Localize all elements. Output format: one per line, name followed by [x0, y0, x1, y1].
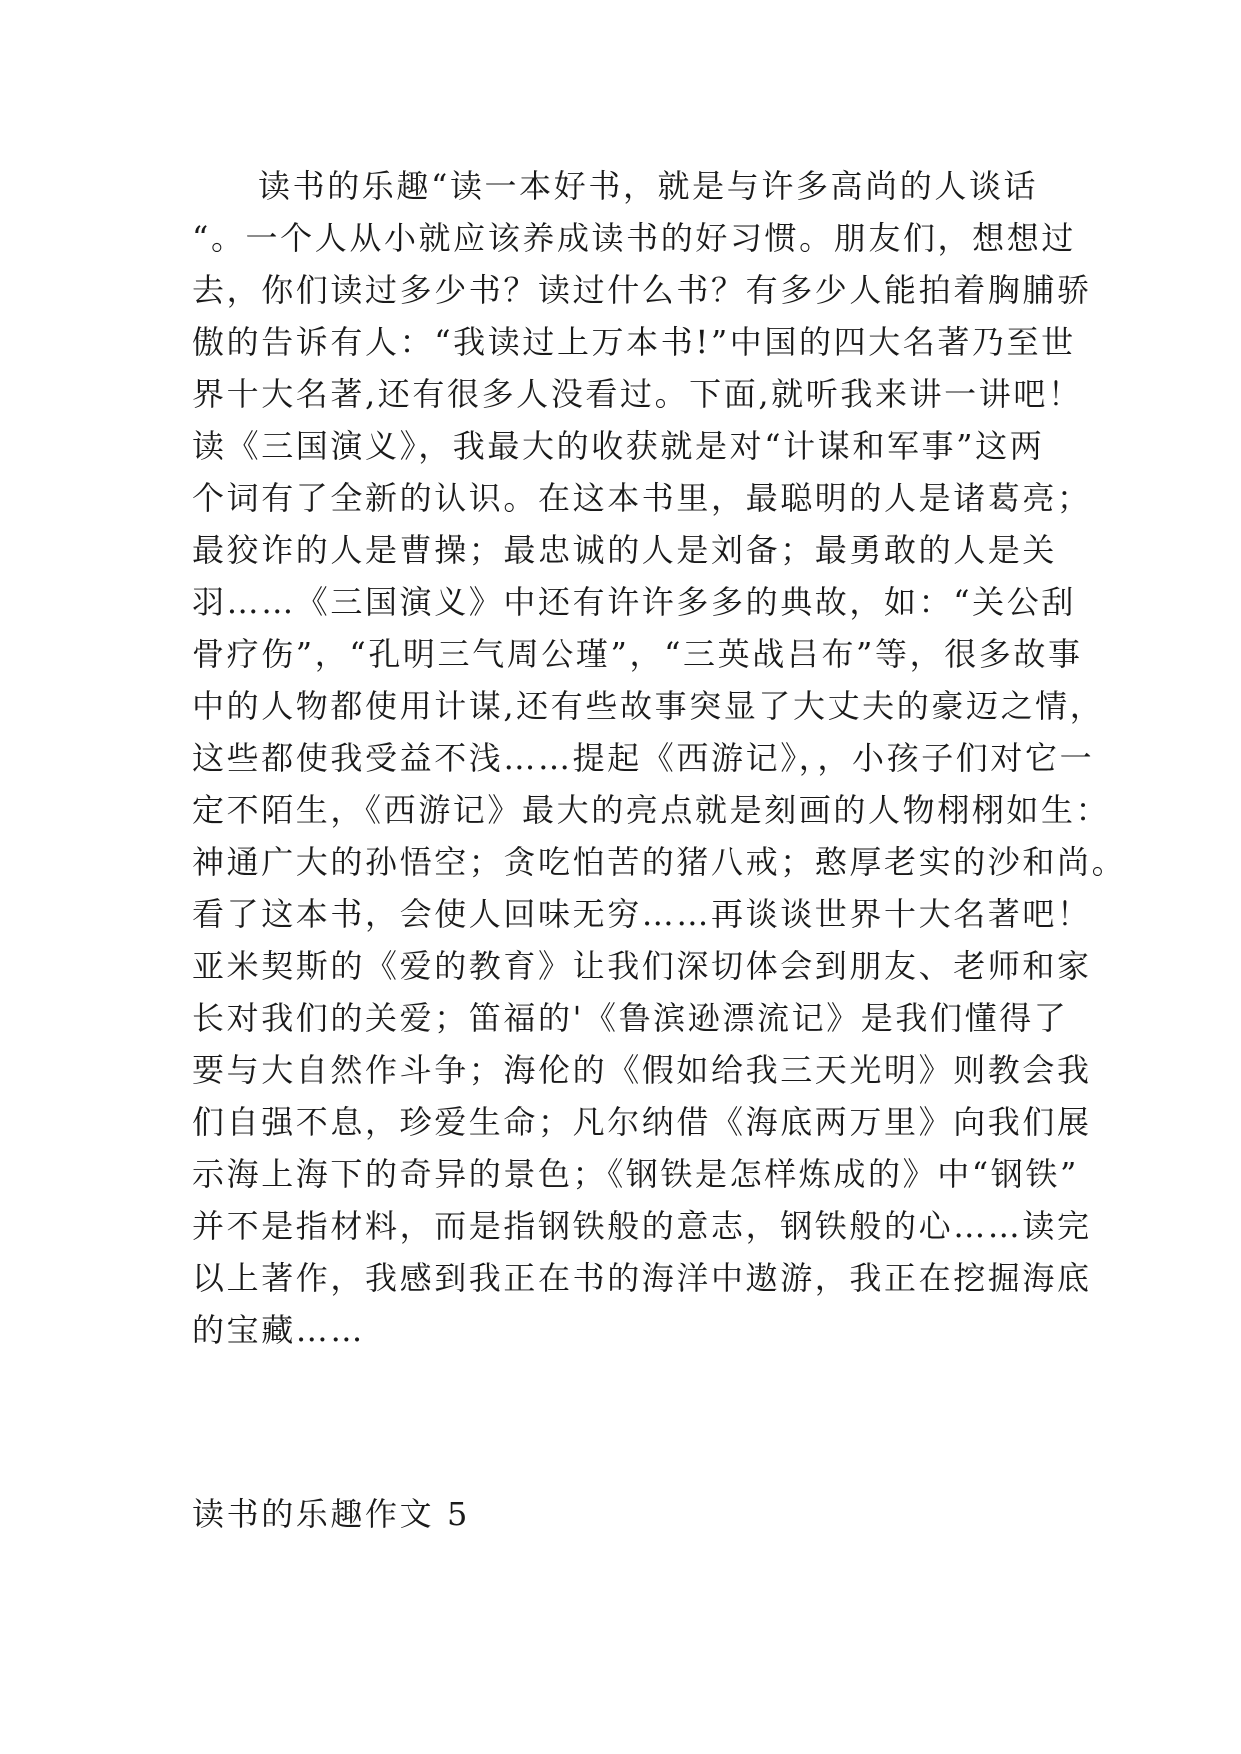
paragraph-line-9: 羽……《三国演义》中还有许许多多的典故，如：“关公刮 — [192, 583, 1076, 621]
paragraph-line-8: 最狡诈的人是曹操；最忠诚的人是刘备；最勇敢的人是关 — [192, 531, 1058, 569]
paragraph-line-20: 示海上海下的奇异的景色；《钢铁是怎样炼成的》中“钢铁” — [192, 1155, 1079, 1193]
paragraph-line-19: 们自强不息，珍爱生命；凡尔纳借《海底两万里》向我们展 — [192, 1103, 1092, 1141]
essay-paragraph — [192, 160, 1127, 1356]
paragraph-line-10: 骨疗伤”，“孔明三气周公瑾”，“三英战吕布”等，很多故事 — [192, 635, 1083, 673]
paragraph-line-2: “。一个人从小就应该养成读书的好习惯。朋友们，想想过 — [192, 219, 1076, 257]
paragraph-line-11: 中的人物都使用计谋,还有些故事突显了大丈夫的豪迈之情， — [192, 687, 1105, 725]
paragraph-line-15: 看了这本书，会使人回味无穷……再谈谈世界十大名著吧！ — [192, 895, 1092, 933]
paragraph-line-22: 以上著作，我感到我正在书的海洋中遨游，我正在挖掘海底 — [192, 1259, 1092, 1297]
paragraph-line-5: 界十大名著,还有很多人没看过。下面,就听我来讲一讲吧！ — [192, 375, 1083, 413]
paragraph-line-16: 亚米契斯的《爱的教育》让我们深切体会到朋友、老师和家 — [192, 947, 1092, 985]
paragraph-line-14: 神通广大的孙悟空；贪吃怕苦的猪八戒；憨厚老实的沙和尚。 — [192, 843, 1127, 881]
paragraph-line-7: 个词有了全新的认识。在这本书里，最聪明的人是诸葛亮； — [192, 479, 1092, 517]
paragraph-line-1: 读书的乐趣“读一本好书，就是与许多高尚的人谈话 — [258, 167, 1039, 205]
paragraph-line-21: 并不是指材料，而是指钢铁般的意志，钢铁般的心……读完 — [192, 1207, 1092, 1245]
paragraph-line-23: 的宝藏…… — [192, 1311, 366, 1349]
paragraph-line-3: 去，你们读过多少书？读过什么书？有多少人能拍着胸脯骄 — [192, 271, 1092, 309]
paragraph-line-13: 定不陌生，《西游记》最大的亮点就是刻画的人物栩栩如生： — [192, 791, 1111, 829]
paragraph-line-4: 傲的告诉有人：“我读过上万本书!”中国的四大名著乃至世 — [192, 323, 1076, 361]
paragraph-line-17: 长对我们的关爱；笛福的'《鲁滨逊漂流记》是我们懂得了 — [192, 999, 1069, 1037]
paragraph-line-6: 读《三国演义》，我最大的收获就是对“计谋和军事”这两 — [192, 427, 1045, 465]
section-title: 读书的乐趣作文 5 — [192, 1495, 470, 1533]
paragraph-line-12: 这些都使我受益不浅……提起《西游记》，，小孩子们对它一 — [192, 739, 1095, 777]
paragraph-line-18: 要与大自然作斗争；海伦的《假如给我三天光明》则教会我 — [192, 1051, 1092, 1089]
